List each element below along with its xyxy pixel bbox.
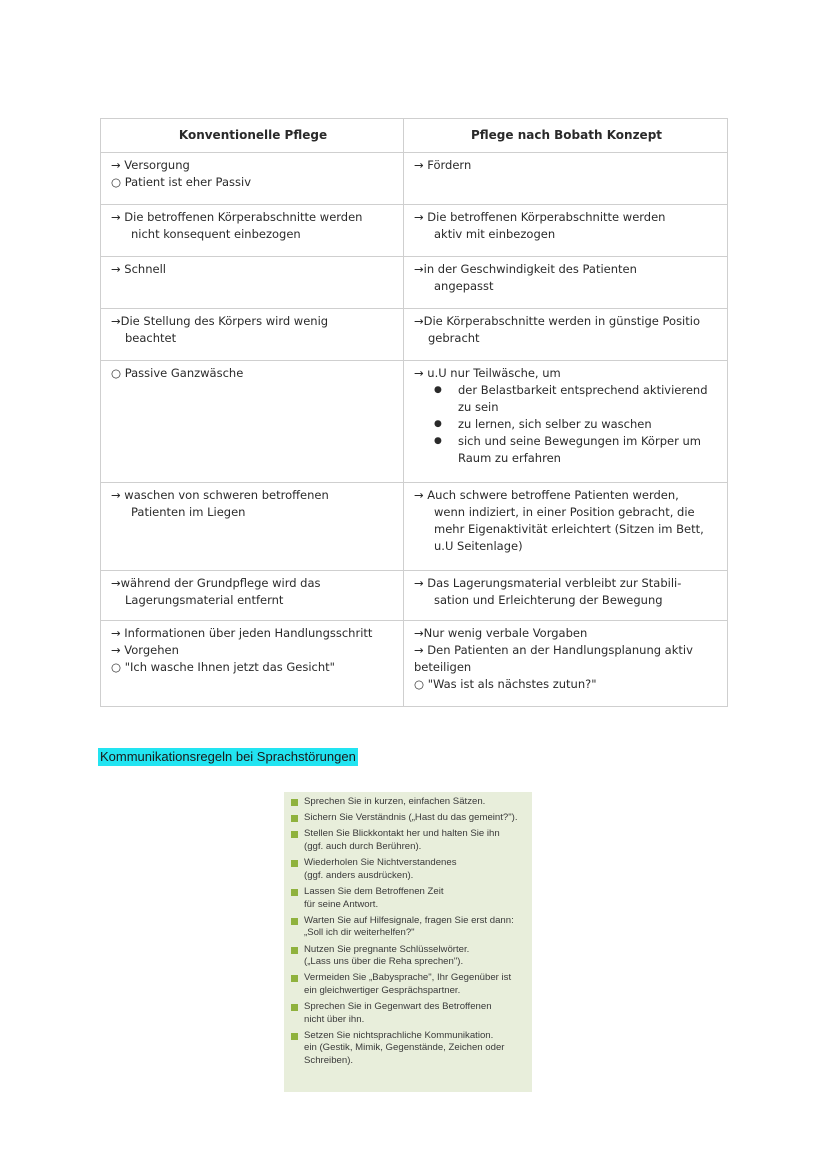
list-item	[289, 915, 526, 940]
cell-text: →in der Geschwindigkeit des Patienten	[414, 262, 637, 276]
cell-text: → Das Lagerungsmaterial verbleibt zur Stabili-	[414, 576, 682, 590]
rule-text: Vermeiden Sie „Babysprache", Ihr Gegenüber ist	[304, 972, 512, 984]
table-row	[101, 153, 728, 205]
cell-conventional	[101, 205, 404, 257]
cell-conventional	[101, 257, 404, 309]
cell-text: → Auch schwere betroffene Patienten werden,	[414, 488, 679, 502]
cell-text: → Den Patienten an der Handlungsplanung aktiv	[414, 643, 693, 657]
cell-text: → Informationen über jeden Handlungsschritt	[111, 626, 373, 640]
cell-text: Patienten im Liegen	[131, 505, 246, 519]
cell-text: u.U Seitenlage)	[434, 539, 523, 553]
bullet-list	[414, 382, 719, 467]
cell-text: → Fördern	[414, 158, 472, 172]
cell-text: →Die Stellung des Körpers wird wenig	[111, 314, 329, 328]
rule-text: für seine Antwort.	[304, 898, 379, 910]
rule-text: Sprechen Sie in Gegenwart des Betroffenen	[304, 1001, 492, 1013]
cell-conventional	[101, 361, 404, 483]
cell-text: Lagerungsmaterial entfernt	[125, 593, 284, 607]
header-bobath-care: Pflege nach Bobath Konzept	[404, 119, 728, 153]
cell-conventional	[101, 483, 404, 571]
list-item: ● sich und seine Bewegungen im Körper um Raum zu erfahren	[434, 433, 719, 467]
cell-bobath	[404, 257, 728, 309]
cell-text: →Nur wenig verbale Vorgaben	[414, 626, 588, 640]
rule-text: ein (Gestik, Mimik, Gegenstände, Zeichen oder	[304, 1042, 505, 1054]
rule-text: (ggf. anders ausdrücken).	[304, 869, 414, 881]
cell-text: mehr Eigenaktivität erleichtert (Sitzen im Bett,	[434, 522, 704, 536]
rule-text: Setzen Sie nichtsprachliche Kommunikation.	[304, 1029, 494, 1041]
cell-text: → Die betroffenen Körperabschnitte werden	[414, 210, 666, 224]
cell-bobath	[404, 309, 728, 361]
cell-text: → waschen von schweren betroffenen	[111, 488, 329, 502]
section-heading: Kommunikationsregeln bei Sprachstörungen	[100, 749, 356, 764]
cell-conventional	[101, 621, 404, 707]
list-item	[289, 812, 526, 825]
cell-bobath	[404, 205, 728, 257]
table-row	[101, 309, 728, 361]
cell-bobath	[404, 621, 728, 707]
table-row	[101, 571, 728, 621]
cell-bobath	[404, 571, 728, 621]
cell-text: → u.U nur Teilwäsche, um	[414, 366, 561, 380]
rule-text: „Soll ich dir weiterhelfen?"	[304, 927, 415, 939]
rule-text: Sichern Sie Verständnis („Hast du das gemeint?").	[304, 812, 518, 824]
cell-bobath	[404, 483, 728, 571]
cell-text: ○ Patient ist eher Passiv	[111, 175, 252, 189]
rules-list	[289, 796, 526, 1068]
table-row	[101, 205, 728, 257]
list-item	[289, 796, 526, 809]
rule-text: ein gleichwertiger Gesprächspartner.	[304, 984, 461, 996]
cell-text: beteiligen	[414, 660, 472, 674]
cell-bobath	[404, 361, 728, 483]
rule-text: Nutzen Sie pregnante Schlüsselwörter.	[304, 943, 470, 955]
cell-text: gebracht	[428, 331, 480, 345]
cell-conventional	[101, 309, 404, 361]
cell-text: ○ "Ich wasche Ihnen jetzt das Gesicht"	[111, 660, 335, 674]
cell-text: aktiv mit einbezogen	[434, 227, 556, 241]
cell-text: →Die Körperabschnitte werden in günstige Positio	[414, 314, 700, 328]
list-item	[289, 972, 526, 997]
table-row	[101, 257, 728, 309]
list-item: ● der Belastbarkeit entsprechend aktivierend zu sein	[434, 382, 719, 416]
cell-text: ○ Passive Ganzwäsche	[111, 366, 244, 380]
table-row	[101, 361, 728, 483]
list-item	[289, 886, 526, 911]
list-item	[289, 828, 526, 853]
list-item	[289, 1030, 526, 1068]
list-item	[289, 857, 526, 882]
rule-text: („Lass uns über die Reha sprechen").	[304, 956, 464, 968]
rule-text: Schreiben).	[304, 1055, 354, 1067]
rule-text: Stellen Sie Blickkontakt her und halten Sie ihn	[304, 828, 500, 840]
cell-conventional	[101, 153, 404, 205]
cell-text: wenn indiziert, in einer Position gebracht, die	[434, 505, 695, 519]
cell-text: → Vorgehen	[111, 643, 179, 657]
cell-text: → Die betroffenen Körperabschnitte werden	[111, 210, 363, 224]
rule-text: nicht über ihn.	[304, 1013, 365, 1025]
list-item	[289, 944, 526, 969]
rule-text: (ggf. auch durch Berühren).	[304, 840, 422, 852]
list-item	[289, 1001, 526, 1026]
cell-text: beachtet	[125, 331, 177, 345]
rule-text: Lassen Sie dem Betroffenen Zeit	[304, 885, 444, 897]
cell-conventional	[101, 571, 404, 621]
communication-rules-box	[284, 792, 532, 1092]
cell-text: → Versorgung	[111, 158, 190, 172]
cell-text: → Schnell	[111, 262, 166, 276]
cell-text: →während der Grundpflege wird das	[111, 576, 321, 590]
rule-text: Warten Sie auf Hilfesignale, fragen Sie erst dann:	[304, 914, 514, 926]
list-item: ● zu lernen, sich selber zu waschen	[434, 416, 719, 433]
cell-text: angepasst	[434, 279, 494, 293]
header-conventional-care: Konventionelle Pflege	[101, 119, 404, 153]
rule-text: Sprechen Sie in kurzen, einfachen Sätzen.	[304, 796, 486, 807]
cell-bobath	[404, 153, 728, 205]
cell-text: sation und Erleichterung der Bewegung	[434, 593, 663, 607]
table-header-row	[101, 119, 728, 153]
comparison-table	[100, 118, 728, 707]
cell-text: nicht konsequent einbezogen	[131, 227, 301, 241]
rule-text: Wiederholen Sie Nichtverstandenes	[304, 857, 457, 869]
cell-text: ○ "Was ist als nächstes zutun?"	[414, 677, 597, 691]
table-row	[101, 483, 728, 571]
table-row	[101, 621, 728, 707]
